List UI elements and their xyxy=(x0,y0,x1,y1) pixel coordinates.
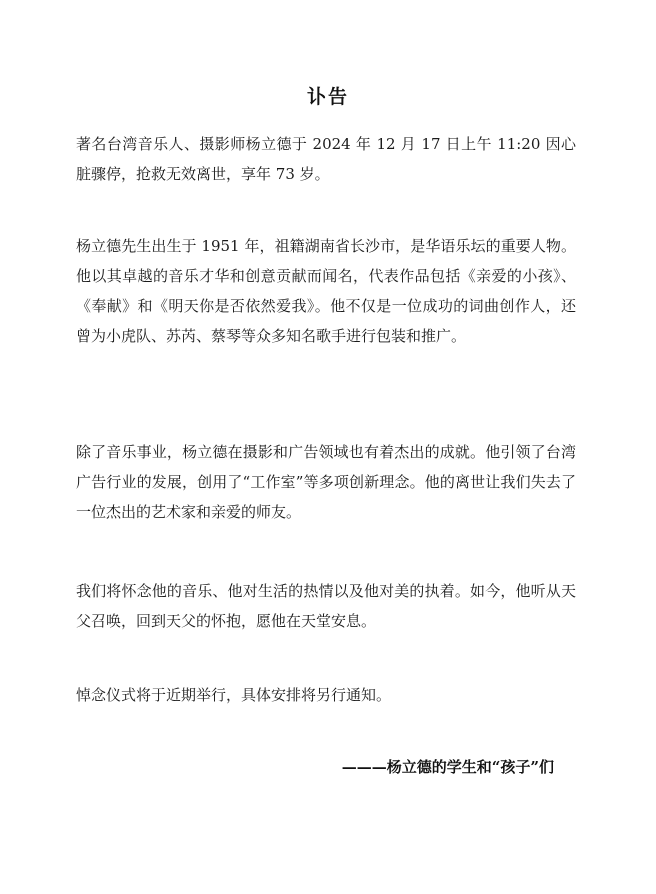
paragraph-achievements: 除了音乐事业，杨立德在摄影和广告领域也有着杰出的成就。他引领了台湾广告行业的发展，创用了“工作室”等多项创新理念。他的离世让我们失去了一位杰出的艺术家和亲爱的师友。 xyxy=(76,443,576,521)
signature: ———杨立德的学生和“孩子”们 xyxy=(341,758,554,776)
paragraph-remembrance: 我们将怀念他的音乐、他对生活的热情以及他对美的执着。如今，他听从天父召唤，回到天父的怀抱，愿他在天堂安息。 xyxy=(76,582,576,630)
document-title: 讣告 xyxy=(306,86,349,108)
paragraph-memorial-notice: 悼念仪式将于近期举行，具体安排将另行通知。 xyxy=(76,686,392,704)
paragraph-death-notice: 著名台湾音乐人、摄影师杨立德于 2024 年 12 月 17 日上午 11:20 因心脏骤停，抢救无效离世，享年 73 岁。 xyxy=(76,135,576,183)
paragraph-biography: 杨立德先生出生于 1951 年，祖籍湖南省长沙市，是华语乐坛的重要人物。他以其卓越的音乐才华和创意贡献而闻名，代表作品包括《亲爱的小孩》、《奉献》和《明天你是否依然爱我》。他不仅是一位成功的词曲创作人，还曾为小虎队、苏芮、蔡琴等众多知名歌手进行包装和推广。 xyxy=(76,237,576,345)
